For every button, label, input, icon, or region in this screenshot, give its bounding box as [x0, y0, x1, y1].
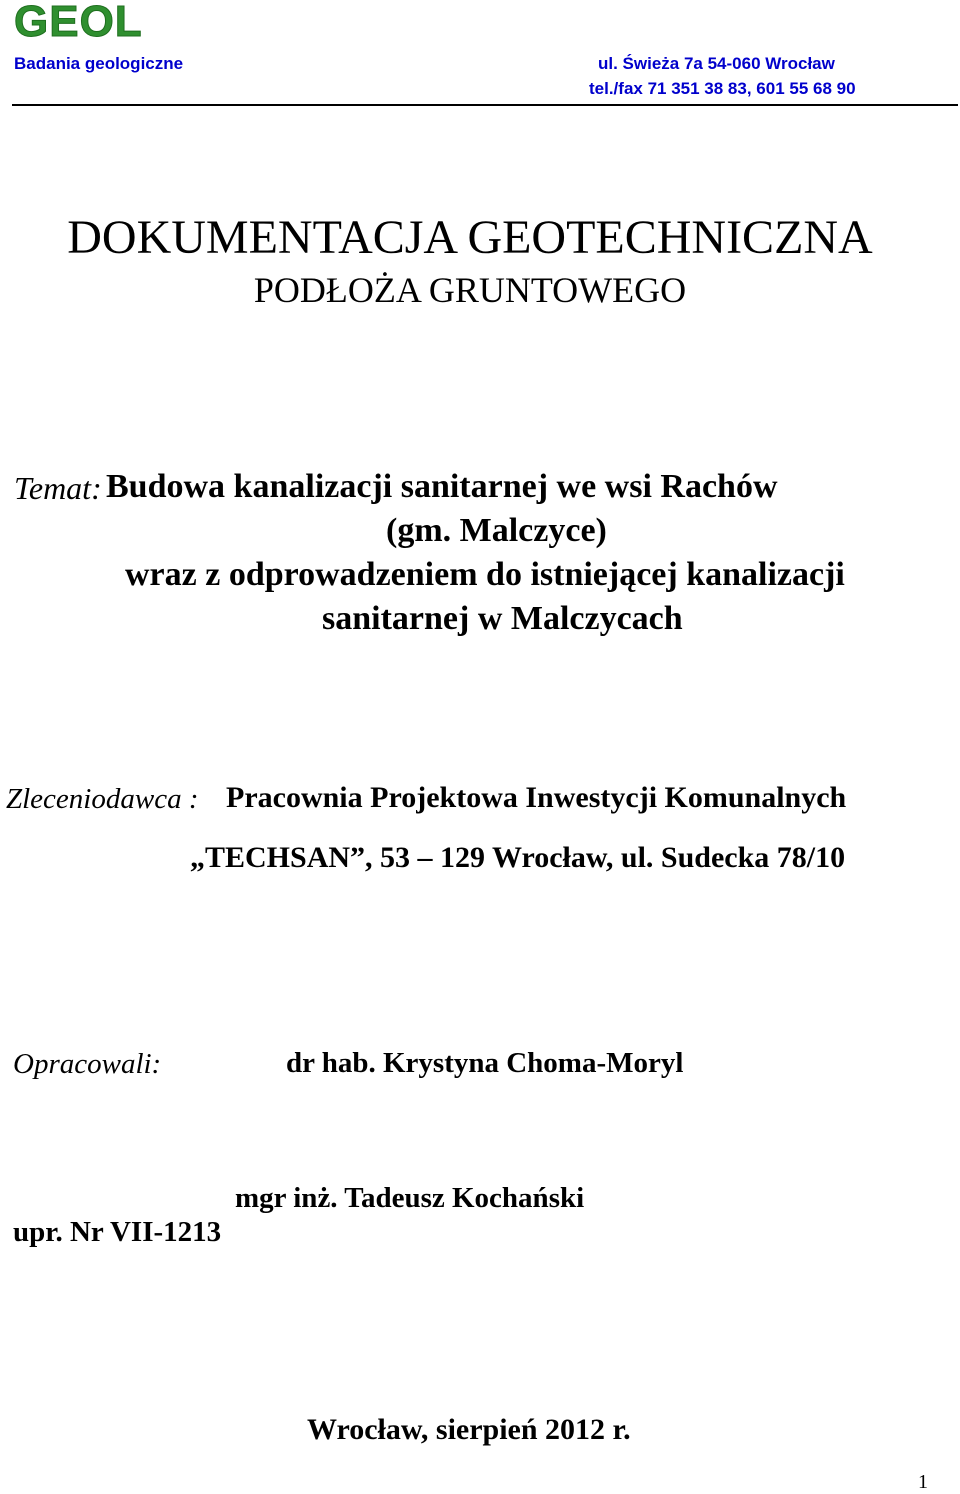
page-number: 1 [918, 1471, 928, 1493]
topic-line: wraz z odprowadzeniem do istniejącej kanalizacji [125, 556, 845, 593]
topic-line: Budowa kanalizacji sanitarnej we wsi Rachów [106, 468, 778, 505]
client-name: Pracownia Projektowa Inwestycji Komunalnych [226, 781, 847, 814]
company-address: ul. Świeża 7a 54-060 Wrocław [598, 54, 835, 73]
license-number: upr. Nr VII-1213 [13, 1216, 222, 1248]
place-and-date: Wrocław, sierpień 2012 r. [307, 1413, 631, 1446]
prepared-by-label: Opracowali: [13, 1048, 162, 1080]
client-address: „TECHSAN”, 53 – 129 Wrocław, ul. Sudecka 78/10 [190, 841, 846, 874]
header-divider [12, 104, 958, 106]
client-label: Zleceniodawca : [6, 783, 199, 815]
topic-line: (gm. Malczyce) [386, 512, 607, 549]
company-phone: tel./fax 71 351 38 83, 601 55 68 90 [589, 79, 856, 98]
author-name: dr hab. Krystyna Choma-Moryl [286, 1047, 684, 1079]
company-subtitle: Badania geologiczne [14, 54, 184, 73]
topic-label: Temat: [14, 470, 102, 506]
topic-line: sanitarnej w Malczycach [322, 600, 683, 637]
document-title: DOKUMENTACJA GEOTECHNICZNA [67, 211, 873, 264]
company-logo: GEOL [14, 0, 143, 46]
document-subtitle: PODŁOŻA GRUNTOWEGO [253, 270, 687, 310]
author-name: mgr inż. Tadeusz Kochański [235, 1182, 585, 1214]
